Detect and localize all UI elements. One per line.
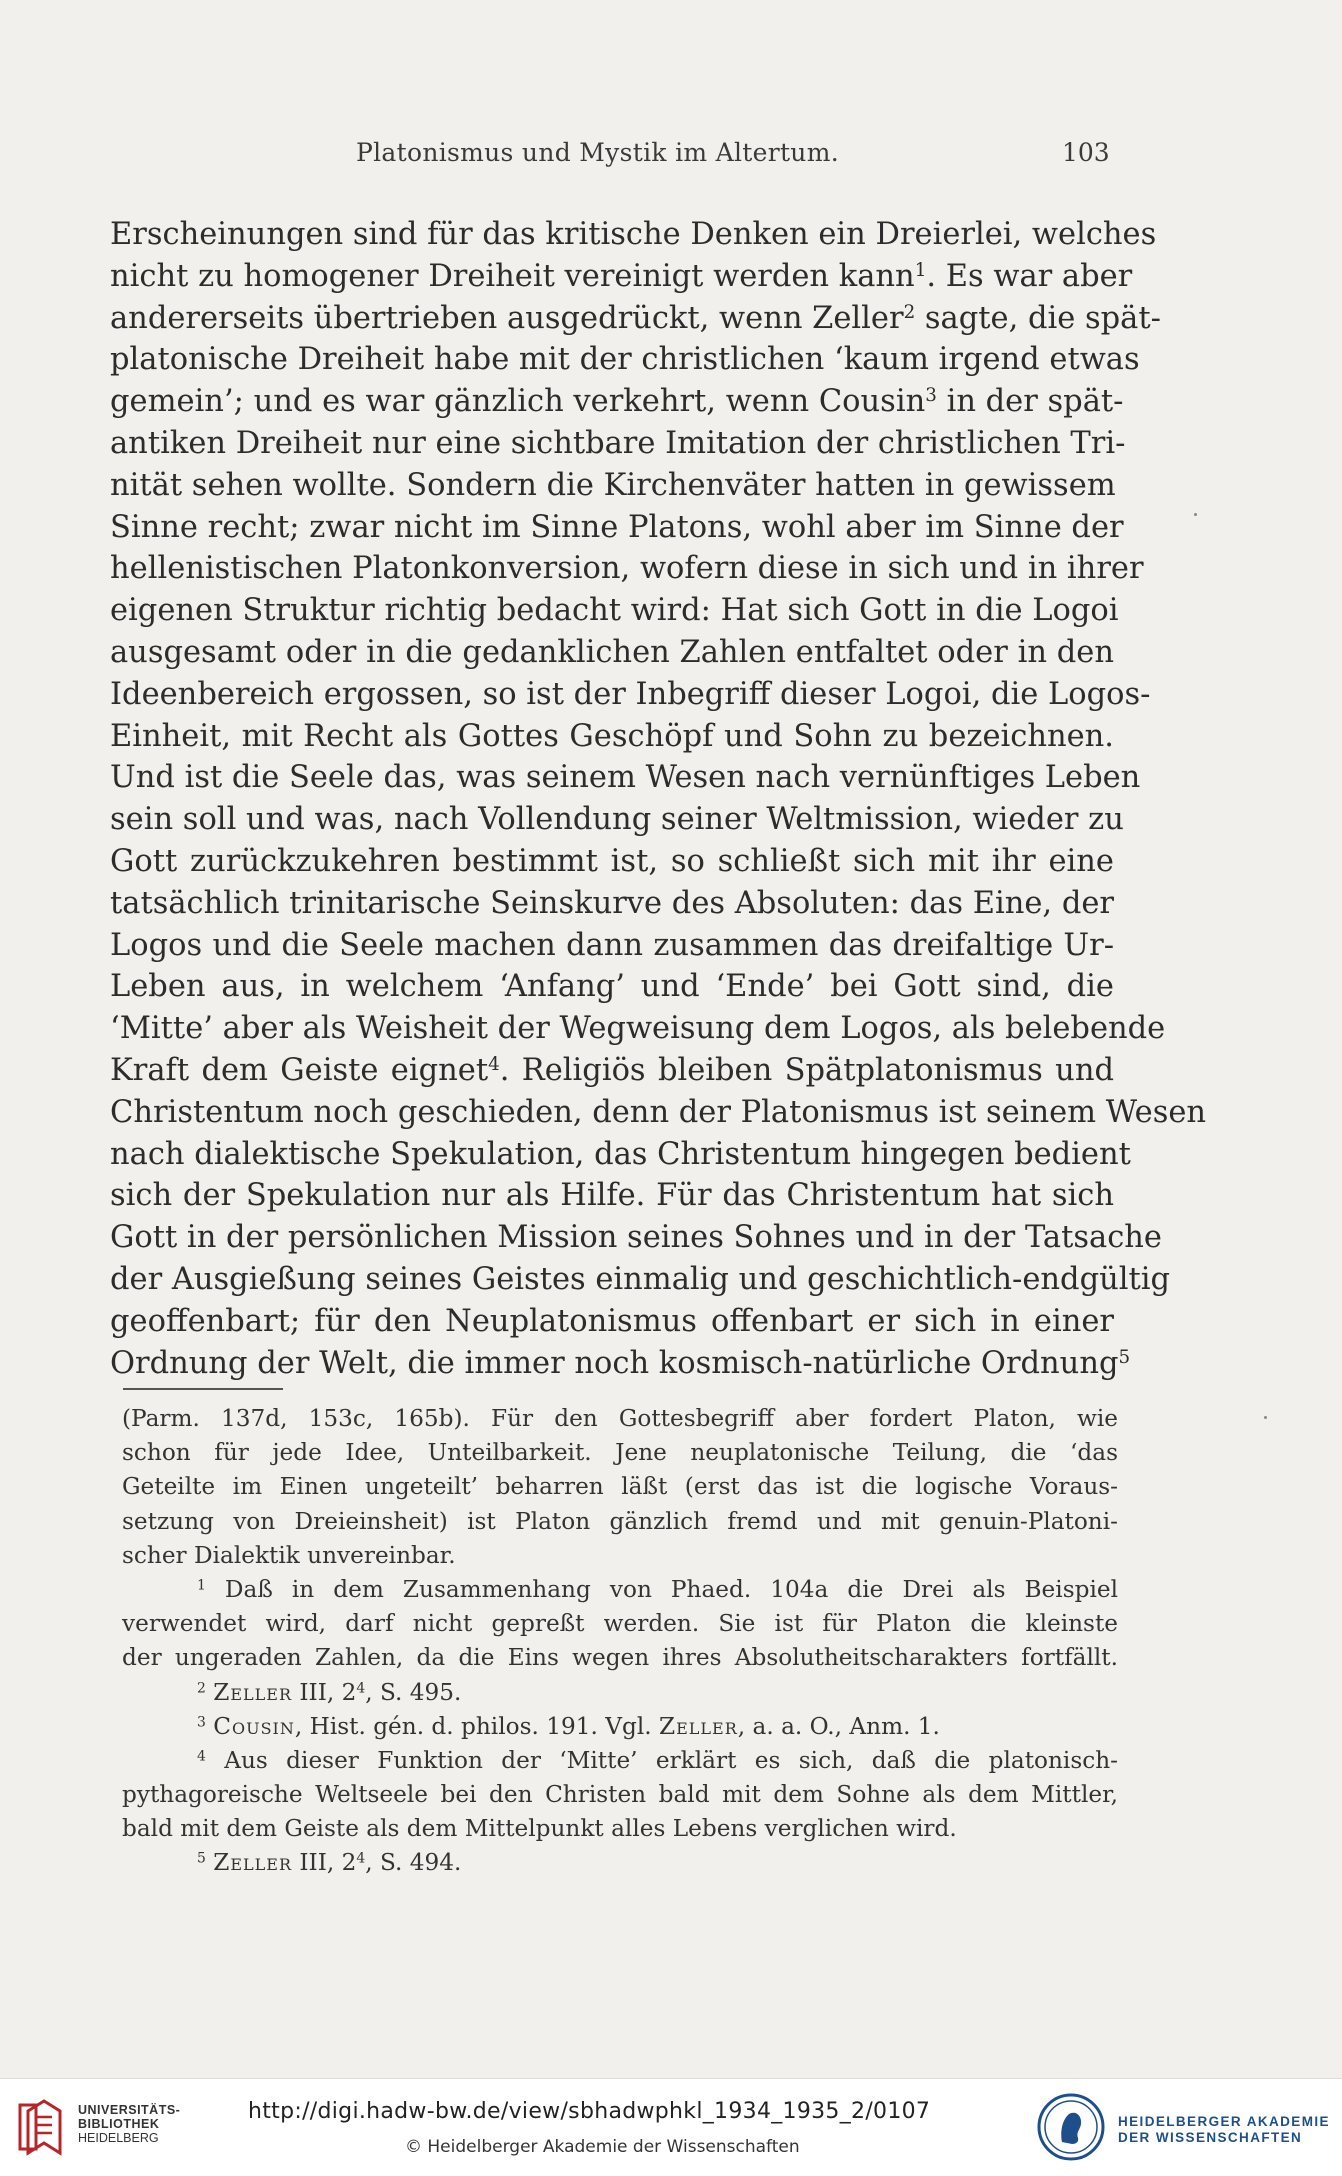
footnote-marker: 2	[903, 301, 916, 323]
footnote-number: 3	[197, 1714, 206, 1731]
footer-bar	[0, 2078, 1342, 2176]
footnotes	[122, 1402, 1118, 1881]
library-name: UNIVERSITÄTS- BIBLIOTHEK HEIDELBERG	[78, 2103, 181, 2145]
university-library-logo-icon	[14, 2097, 66, 2157]
scan-speck	[1264, 1416, 1267, 1419]
page-number: 103	[1062, 138, 1110, 167]
body-line: platonische Dreiheit habe mit der christlichen ‘kaum irgend etwas	[110, 342, 1140, 378]
body-line: Einheit, mit Recht als Gottes Geschöpf und Sohn zu bezeichnen.	[110, 718, 1114, 754]
copyright-notice: © Heidelberger Akademie der Wissenschaften	[405, 2137, 800, 2157]
academy-seal-icon	[1036, 2092, 1106, 2162]
body-line: tatsächlich trinitarische Seinskurve des Absoluten: das Eine, der	[110, 885, 1114, 921]
footnote-number: 5	[197, 1850, 206, 1867]
footnote-marker: 1	[914, 259, 927, 281]
body-line: Ideenbereich ergossen, so ist der Inbegriff dieser Logoi, die Logos-	[110, 676, 1151, 712]
body-line: antiken Dreiheit nur eine sichtbare Imitation der christlichen Tri-	[110, 425, 1126, 461]
body-line: der Ausgießung seines Geistes einmalig und geschichtlich-endgültig	[110, 1261, 1171, 1297]
body-line: gemein’; und es war gänzlich verkehrt, wenn Cousin$^3$ in der spät-	[110, 384, 1124, 420]
body-line: eigenen Struktur richtig bedacht wird: Hat sich Gott in die Logoi	[110, 593, 1119, 629]
body-line: nach dialektische Spekulation, das Christentum hingegen bedient	[110, 1136, 1131, 1172]
footnote-line: schon für jede Idee, Unteilbarkeit. Jene neuplatonische Teilung, die ‘das	[122, 1439, 1118, 1467]
body-line: Gott in der persönlichen Mission seines Sohnes und in der Tatsache	[110, 1220, 1162, 1256]
footnote-1: $^1$ Daß in dem Zusammenhang von Phaed. 104a die Drei als Beispiel	[197, 1575, 1118, 1603]
body-line: hellenistischen Platonkonversion, wofern diese in sich und in ihrer	[110, 551, 1144, 587]
footnote-marker: 3	[925, 385, 937, 407]
body-line: Und ist die Seele das, was seinem Wesen nach vernünftiges Leben	[110, 760, 1141, 796]
body-line: ausgesamt oder in die gedanklichen Zahlen entfaltet oder in den	[110, 634, 1114, 670]
footnote-number: 4	[197, 1748, 206, 1765]
footnote-marker: 4	[488, 1053, 500, 1075]
body-line: andererseits übertrieben ausgedrückt, wenn Zeller$^2$ sagte, die spät-	[110, 300, 1161, 336]
body-line: sich der Spekulation nur als Hilfe. Für das Christentum hat sich	[110, 1178, 1114, 1214]
footnote-2: $^2$ Zeller III, $2^4$, S. 495.	[197, 1678, 462, 1706]
body-line: ‘Mitte’ aber als Weisheit der Wegweisung dem Logos, als belebende	[110, 1011, 1166, 1047]
footnote-line: verwendet wird, darf nicht gepreßt werden. Sie ist für Platon die kleinste	[122, 1610, 1118, 1638]
footnote-rule	[123, 1388, 283, 1390]
footnote-line: setzung von Dreieinsheit) ist Platon gänzlich fremd und mit genuin-Platoni-	[122, 1507, 1118, 1535]
footnote-4: $^4$ Aus dieser Funktion der ‘Mitte’ erklärt es sich, daß die platonisch-	[197, 1746, 1118, 1774]
footnote-marker: 5	[1118, 1346, 1131, 1368]
body-line: Erscheinungen sind für das kritische Denken ein Dreierlei, welches	[110, 217, 1157, 252]
body-line: Kraft dem Geiste eignet$^4$. Religiös bleiben Spätplatonismus und	[110, 1052, 1114, 1088]
footnote-line: bald mit dem Geiste als dem Mittelpunkt alles Lebens verglichen wird.	[122, 1815, 957, 1843]
footnote-5: $^5$ Zeller III, $2^4$, S. 494.	[197, 1849, 462, 1877]
body-line: Leben aus, in welchem ‘Anfang’ und ‘Ende’ bei Gott sind, die	[110, 969, 1114, 1005]
body-line: geoffenbart; für den Neuplatonismus offenbart er sich in einer	[110, 1303, 1114, 1339]
running-head-title: Platonismus und Mystik im Altertum.	[356, 138, 839, 167]
body-line: Ordnung der Welt, die immer noch kosmisch-natürliche Ordnung$^5$	[110, 1345, 1131, 1381]
body-line: nicht zu homogener Dreiheit vereinigt werden kann$^1$. Es war aber	[110, 258, 1133, 294]
body-line: Gott zurückzukehren bestimmt ist, so schließt sich mit ihr eine	[110, 843, 1114, 879]
permalink[interactable]: http://digi.hadw-bw.de/view/sbhadwphkl_1934_1935_2/0107	[248, 2099, 931, 2124]
body-line: Logos und die Seele machen dann zusammen das dreifaltige Ur-	[110, 927, 1114, 963]
footnote-line: der ungeraden Zahlen, da die Eins wegen ihres Absolutheitscharakters fortfällt.	[122, 1644, 1118, 1672]
body-text	[110, 214, 1207, 1384]
body-line: nität sehen wollte. Sondern die Kirchenväter hatten in gewissem	[110, 467, 1116, 503]
footnote-number: 2	[197, 1679, 206, 1696]
footnote-line: Geteilte im Einen ungeteilt’ beharren läßt (erst das ist die logische Voraus-	[122, 1473, 1118, 1501]
body-line: Sinne recht; zwar nicht im Sinne Platons, wohl aber im Sinne der	[110, 509, 1124, 545]
body-line: sein soll und was, nach Vollendung seiner Weltmission, wieder zu	[110, 802, 1124, 838]
body-line: Christentum noch geschieden, denn der Platonismus ist seinem Wesen	[110, 1094, 1207, 1130]
footnote-line: (Parm. 137d, 153c, 165b). Für den Gottesbegriff aber fordert Platon, wie	[122, 1405, 1118, 1432]
scan-speck	[1194, 513, 1197, 516]
footnote-line: pythagoreische Weltseele bei den Christen bald mit dem Sohne als dem Mittler,	[122, 1781, 1118, 1809]
academy-name: HEIDELBERGER AKADEMIE DER WISSENSCHAFTEN	[1118, 2114, 1330, 2145]
footnote-line: scher Dialektik unvereinbar.	[122, 1541, 456, 1569]
footnote-3: $^3$ Cousin, Hist. gén. d. philos. 191. Vgl. Zeller, a. a. O., Anm. 1.	[197, 1712, 940, 1740]
footnote-number: 1	[197, 1577, 206, 1594]
